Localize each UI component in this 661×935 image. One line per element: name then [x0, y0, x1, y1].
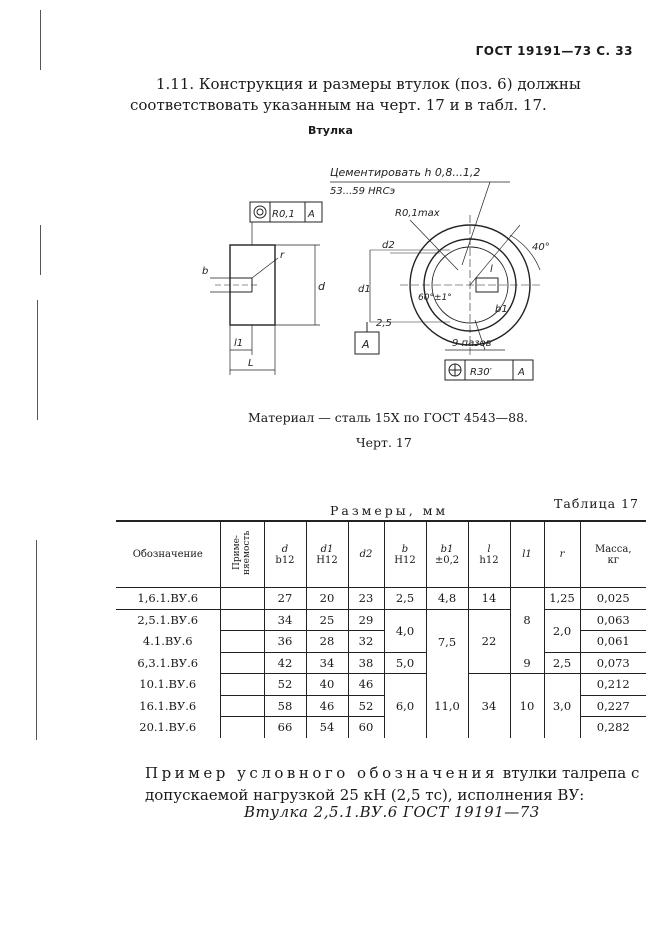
scan-edge-mark	[40, 10, 41, 70]
b-label: b	[202, 266, 209, 277]
col-d2-symbol: d2	[359, 549, 373, 560]
tol-left-ref: A	[308, 209, 315, 220]
table-units-title: Размеры, мм	[330, 503, 449, 518]
cell-designation: 10.1.ВУ.6	[139, 677, 197, 692]
cell-applicability	[220, 652, 264, 674]
col-d	[264, 521, 306, 588]
col-d-symbol: d	[281, 543, 289, 555]
cell-applicability	[220, 631, 264, 653]
table-number: Таблица 17	[554, 496, 639, 511]
cell-designation: 1,6.1.ВУ.6	[116, 588, 220, 610]
col-l1-symbol: l1	[522, 549, 532, 560]
cell-applicability	[220, 609, 264, 631]
cell-d2: 32	[348, 631, 384, 653]
cell-mass: 0,025	[580, 588, 646, 610]
dim-2-5-label: 2,5	[376, 318, 392, 329]
cell-b1: 11,0	[426, 674, 468, 738]
col-d2	[348, 521, 384, 588]
cell-mass: 0,227	[580, 695, 646, 717]
scan-edge-mark	[40, 225, 41, 275]
col-d1-symbol: d1	[320, 543, 334, 555]
col-b1-tol: ±0,2	[434, 554, 460, 566]
angle-40-label: 40°	[532, 242, 550, 253]
cell-mass: 0,063	[580, 609, 646, 631]
cell-designation: 20.1.ВУ.6	[139, 720, 197, 734]
col-d1	[306, 521, 348, 588]
cell-r: 1,25	[544, 588, 580, 610]
col-designation: Обозначение	[116, 521, 220, 588]
col-applicability	[220, 521, 264, 588]
table-row	[116, 652, 646, 674]
cell-d: 36	[264, 631, 306, 653]
cell-d: 27	[264, 588, 306, 610]
cell-applicability	[220, 588, 264, 610]
cell-applicability	[220, 674, 264, 696]
cell-designation: 4.1.ВУ.6	[142, 634, 193, 649]
cell-r: 3,0	[544, 674, 580, 738]
slots-label: 9 пазов	[452, 338, 492, 349]
cell-designation: 2,5.1.ВУ.6	[137, 613, 199, 627]
figure-title: Втулка	[308, 124, 353, 137]
col-mass-unit: кг	[607, 554, 619, 566]
cell-d: 66	[264, 717, 306, 738]
cell-b: 2,5	[384, 588, 426, 610]
L-label: L	[248, 358, 254, 369]
cell-mass: 0,212	[580, 674, 646, 696]
cell-b1: 4,8	[426, 588, 468, 610]
b1-label: b1	[495, 304, 508, 315]
figure-caption: Черт. 17	[356, 435, 412, 450]
hardness-note: 53...59 HRCэ	[330, 186, 396, 197]
cell-mass: 0,061	[580, 631, 646, 653]
cell-r: 2,0	[544, 609, 580, 652]
r-label: r	[280, 250, 285, 261]
angle-60-label: 60°±1°	[418, 293, 452, 303]
table-row	[116, 588, 646, 610]
col-mass-label: Масса,	[594, 543, 632, 555]
col-l1	[510, 521, 544, 588]
cell-l: 14	[468, 588, 510, 610]
cell-l: 34	[468, 674, 510, 738]
example-lead: Пример условного обозначения	[145, 764, 498, 782]
cell-d1: 20	[306, 588, 348, 610]
tol-right-ref: A	[518, 367, 525, 378]
tol-left-value: R0,1	[272, 209, 295, 220]
cell-d2: 38	[348, 652, 384, 674]
cell-d2: 60	[348, 717, 384, 738]
table-row	[116, 609, 646, 631]
col-mass	[580, 521, 646, 588]
cell-d2: 29	[348, 609, 384, 631]
cell-l1: 8	[510, 588, 544, 653]
cell-d: 34	[264, 609, 306, 631]
cement-note: Цементировать h 0,8...1,2	[330, 166, 481, 179]
cell-b: 4,0	[384, 609, 426, 652]
scan-edge-mark	[36, 540, 37, 740]
cell-b: 5,0	[384, 652, 426, 674]
cell-designation: 6,3.1.ВУ.6	[137, 655, 199, 670]
cell-applicability	[220, 695, 264, 717]
cell-mass: 0,282	[580, 717, 646, 738]
cell-d: 52	[264, 674, 306, 696]
col-b	[384, 521, 426, 588]
page-header: ГОСТ 19191—73 С. 33	[475, 44, 633, 58]
col-d1-tol: H12	[316, 554, 338, 566]
cell-d1: 46	[306, 695, 348, 717]
example-paragraph	[145, 762, 645, 806]
l1-label: l1	[234, 338, 244, 349]
cell-d1: 54	[306, 717, 348, 738]
cell-designation: 16.1.ВУ.6	[139, 698, 197, 713]
cell-l1: 10	[510, 674, 544, 738]
cell-d1: 28	[306, 631, 348, 653]
cell-b: 6,0	[384, 674, 426, 738]
table-row	[116, 674, 646, 696]
rmax-label: R0,1max	[395, 208, 440, 219]
d2-label: d2	[382, 240, 395, 251]
col-r	[544, 521, 580, 588]
col-l	[468, 521, 510, 588]
col-l-tol: h12	[479, 554, 499, 566]
scan-edge-mark	[37, 300, 38, 420]
example-designation: Втулка 2,5.1.ВУ.6 ГОСТ 19191—73	[244, 803, 540, 821]
col-r-symbol: r	[559, 549, 565, 560]
clause-paragraph: 1.11. Конструкция и размеры втулок (поз. 6) должны соответствовать указанным на черт. 17 и в табл. 17.	[130, 75, 581, 114]
cell-d2: 52	[348, 695, 384, 717]
l-label: l	[490, 264, 493, 275]
cell-d1: 25	[306, 609, 348, 631]
col-b-symbol: b	[401, 543, 409, 555]
col-b-tol: H12	[394, 554, 416, 566]
tol-right-value: R30′	[470, 367, 492, 378]
cell-d: 58	[264, 695, 306, 717]
cell-l1: 9	[510, 652, 544, 674]
cell-applicability	[220, 717, 264, 738]
col-b1-symbol: b1	[440, 543, 454, 555]
cell-l: 22	[468, 609, 510, 674]
cell-mass: 0,073	[580, 652, 646, 674]
cell-d1: 40	[306, 674, 348, 696]
dimensions-table	[116, 520, 646, 738]
datum-a-label: A	[362, 338, 370, 351]
cell-r: 2,5	[544, 652, 580, 674]
col-applicability-label: Приме-няемость	[232, 530, 252, 576]
cell-b1: 7,5	[426, 609, 468, 674]
col-b1	[426, 521, 468, 588]
cell-d: 42	[264, 652, 306, 674]
col-d-tol: b12	[275, 554, 295, 566]
example-rest: втулки талрепа с допускаемой нагрузкой 25 кН (2,5 тс), исполнения ВУ:	[145, 764, 640, 804]
cell-d2: 23	[348, 588, 384, 610]
cell-d1: 34	[306, 652, 348, 674]
d-label: d	[318, 280, 325, 293]
material-note: Материал — сталь 15Х по ГОСТ 4543—88.	[248, 410, 529, 425]
bushing-drawing	[190, 150, 550, 390]
col-l-symbol: l	[487, 543, 491, 555]
cell-d2: 46	[348, 674, 384, 696]
d1-label: d1	[358, 284, 371, 295]
